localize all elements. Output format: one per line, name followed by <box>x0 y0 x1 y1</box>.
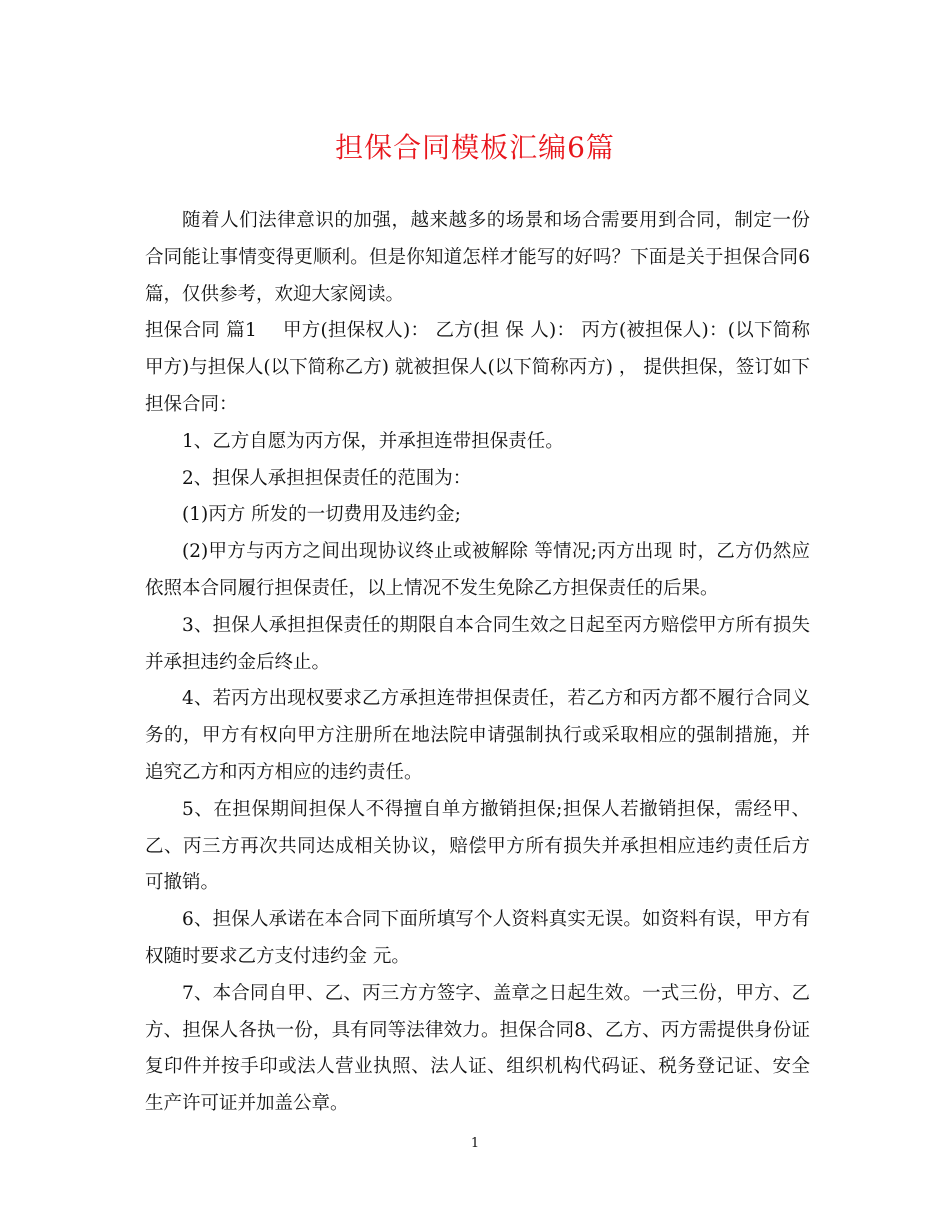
clause-2: 2、担保人承担担保责任的范围为： <box>182 467 472 489</box>
clause-4: 4、若丙方出现权要求乙方承担连带担保责任，若乙方和丙方都不履行合同义务的，甲方有权向甲方注册所在地法院申请强制执行或采取相应的强制措施，并追究乙方和丙方相应的违约责任。 <box>145 688 810 783</box>
section-heading-paragraph <box>145 313 810 423</box>
clause-1: 1、乙方自愿为丙方保，并承担连带担保责任。 <box>182 430 564 452</box>
clause-6: 6、担保人承诺在本合同下面所填写个人资料真实无误。如资料有误，甲方有权随时要求乙方支付违约金 元。 <box>145 909 810 967</box>
clause-2-item-1: (1)丙方 所发的一切费用及违约金; <box>182 504 461 526</box>
clause-5: 5、在担保期间担保人不得擅自单方撤销担保;担保人若撤销担保，需经甲、乙、丙三方再次共同达成相关协议，赔偿甲方所有损失并承担相应违约责任后方可撤销。 <box>145 798 810 894</box>
section-intro: 甲方(担保权人)： 乙方(担 保 人)： 丙方(被担保人)：(以下简称甲方)与担保人(以下简称乙方) 就被担保人(以下简称丙方) ， 提供担保，签订如下担保合同： <box>145 320 810 415</box>
document-body <box>145 203 810 1123</box>
page-number: 1 <box>470 1136 480 1151</box>
clause-7: 7、本合同自甲、乙、丙三方方签字、盖章之日起生效。一式三份，甲方、乙方、担保人各执一份，具有同等法律效力。担保合同8、乙方、丙方需提供身份证复印件并按手印或法人营业执照、法人证、组织机构代码证、税务登记证、安全生产许可证并加盖公章。 <box>145 982 810 1115</box>
document-title: 担保合同模板汇编6篇 <box>335 131 615 164</box>
section-label: 担保合同 篇1 <box>145 320 257 342</box>
intro-paragraph: 随着人们法律意识的加强，越来越多的场景和场合需要用到合同，制定一份合同能让事情变得更顺利。但是你知道怎样才能写的好吗？下面是关于担保合同6篇，仅供参考，欢迎大家阅读。 <box>145 210 810 305</box>
clause-2-item-2: (2)甲方与丙方之间出现协议终止或被解除 等情况;丙方出现 时，乙方仍然应依照本合同履行担保责任，以上情况不发生免除乙方担保责任的后果。 <box>145 541 810 599</box>
clause-3: 3、担保人承担担保责任的期限自本合同生效之日起至丙方赔偿甲方所有损失并承担违约金后终止。 <box>145 614 810 673</box>
